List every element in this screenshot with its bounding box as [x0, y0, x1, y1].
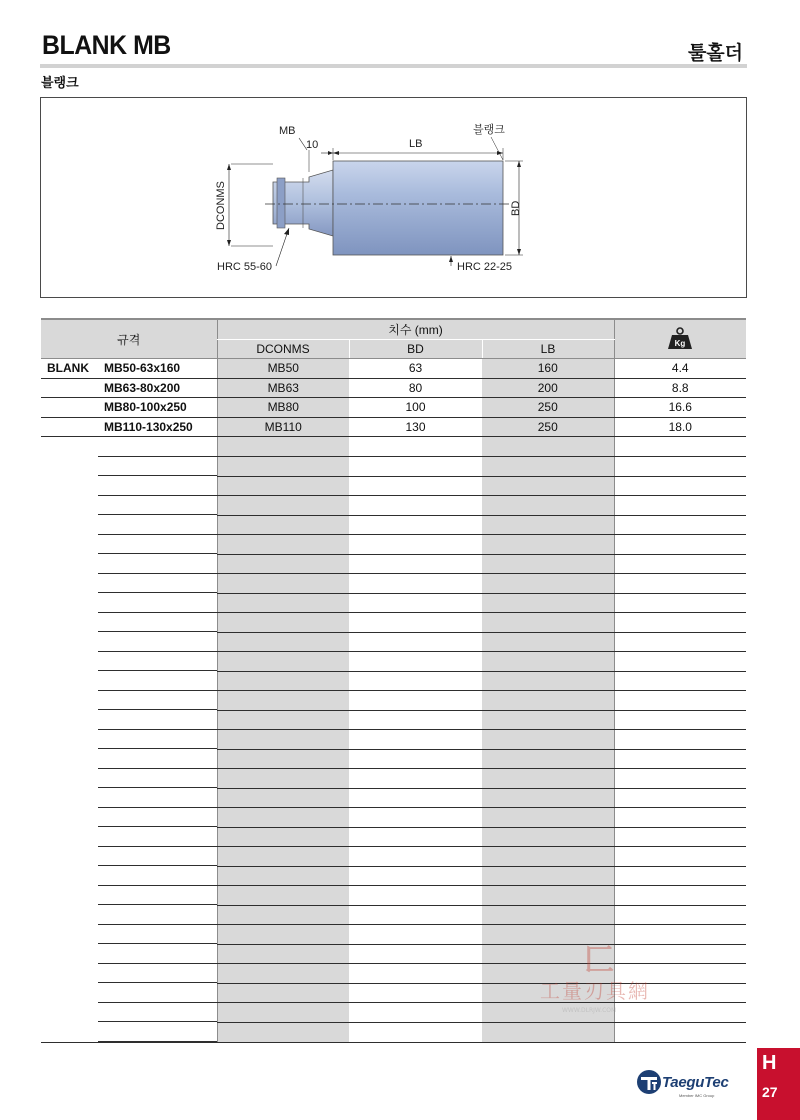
cell-grade-empty [41, 574, 217, 594]
table-row [41, 1022, 746, 1042]
table-row [41, 378, 746, 398]
cell-grade-empty [41, 730, 217, 750]
section-letter: H [762, 1052, 777, 1074]
cell-weight [614, 730, 746, 750]
category-title: 툴홀더 [687, 43, 743, 64]
cell-dconms [217, 983, 349, 1003]
cell-lb [482, 574, 614, 594]
cell-weight [614, 515, 746, 535]
cell-lb [482, 593, 614, 613]
cell-dconms [217, 1003, 349, 1023]
cell-bd [349, 476, 482, 496]
cell-grade-empty [41, 476, 217, 496]
cell-weight [614, 476, 746, 496]
header-dimensions: 치수 (mm) [217, 319, 614, 339]
cell-lb [482, 515, 614, 535]
cell-dconms [217, 730, 349, 750]
cell-bd [349, 808, 482, 828]
cell-lb [482, 496, 614, 516]
cell-grade-empty [41, 808, 217, 828]
cell-grade-empty [41, 437, 217, 457]
cell-dconms [217, 496, 349, 516]
cell-weight [614, 496, 746, 516]
cell-lb [482, 437, 614, 457]
label-dconms: DCONMS [215, 181, 227, 230]
table-row [41, 749, 746, 769]
grade-name: MB50-63x160 [104, 361, 181, 376]
cell-lb [482, 905, 614, 925]
cell-dconms [217, 593, 349, 613]
cell-grade-empty [41, 671, 217, 691]
table-row [41, 886, 746, 906]
header-weight [614, 319, 746, 359]
cell-weight [614, 827, 746, 847]
page-title: BLANK MB [42, 30, 171, 60]
cell-grade-empty [41, 983, 217, 1003]
cell-bd [349, 710, 482, 730]
table-row [41, 905, 746, 925]
holder-drawing-svg [41, 98, 746, 297]
cell-lb [482, 457, 614, 477]
cell-weight: 8.8 [614, 378, 746, 398]
page-number: 27 [762, 1084, 778, 1100]
cell-dconms [217, 827, 349, 847]
table-row [41, 632, 746, 652]
cell-dconms: MB63 [217, 378, 349, 398]
table-row [41, 535, 746, 555]
cell-lb [482, 671, 614, 691]
cell-grade [41, 359, 217, 379]
table-row [41, 476, 746, 496]
cell-grade-empty [41, 710, 217, 730]
cell-dconms: MB80 [217, 398, 349, 418]
cell-weight [614, 886, 746, 906]
cell-bd [349, 983, 482, 1003]
cell-dconms: MB50 [217, 359, 349, 379]
cell-bd [349, 847, 482, 867]
watermark-url: WWW.DLRJW.COM [562, 1007, 617, 1014]
cell-bd [349, 671, 482, 691]
cell-grade-empty [41, 652, 217, 672]
cell-bd [349, 866, 482, 886]
cell-lb [482, 847, 614, 867]
cell-grade-empty [41, 788, 217, 808]
header-lb: LB [482, 339, 614, 359]
cell-dconms [217, 632, 349, 652]
cell-dconms [217, 925, 349, 945]
svg-text:Kg: Kg [674, 339, 686, 348]
cell-grade-empty [41, 905, 217, 925]
cell-weight [614, 554, 746, 574]
cell-grade [41, 378, 217, 398]
cell-dconms [217, 671, 349, 691]
table-row [41, 359, 746, 379]
cell-dconms [217, 1022, 349, 1042]
technical-drawing [40, 97, 747, 298]
cell-grade [41, 417, 217, 437]
label-blank: 블랭크 [473, 124, 505, 136]
cell-bd [349, 515, 482, 535]
table-row [41, 808, 746, 828]
table-row [41, 710, 746, 730]
grade-name: MB110-130x250 [104, 419, 193, 434]
cell-weight: 4.4 [614, 359, 746, 379]
cell-dconms [217, 808, 349, 828]
cell-grade-empty [41, 613, 217, 633]
cell-dconms [217, 788, 349, 808]
label-ten: 10 [306, 139, 319, 151]
cell-weight [614, 574, 746, 594]
cell-weight [614, 749, 746, 769]
table-row [41, 730, 746, 750]
cell-weight [614, 769, 746, 789]
cell-grade-empty [41, 691, 217, 711]
cell-dconms [217, 944, 349, 964]
watermark [540, 940, 680, 1020]
cell-grade-empty [41, 1003, 217, 1023]
shank-key-slot [277, 178, 285, 228]
cell-dconms [217, 554, 349, 574]
cell-grade-empty [41, 925, 217, 945]
cell-bd [349, 769, 482, 789]
cell-grade-empty [41, 515, 217, 535]
cell-lb [482, 769, 614, 789]
label-mb: MB [279, 125, 296, 137]
cell-dconms [217, 457, 349, 477]
cell-bd [349, 730, 482, 750]
cell-bd: 80 [349, 378, 482, 398]
cell-bd [349, 944, 482, 964]
brand-subtitle: Member IMC Group [679, 1093, 715, 1098]
cell-dconms: MB110 [217, 417, 349, 437]
cell-bd [349, 535, 482, 555]
label-bd: BD [510, 200, 522, 216]
cell-lb: 250 [482, 417, 614, 437]
grade-prefix: BLANK [47, 361, 89, 376]
page-subtitle: 블랭크 [41, 75, 79, 90]
cell-lb: 160 [482, 359, 614, 379]
cell-grade-empty [41, 769, 217, 789]
cell-bd [349, 613, 482, 633]
cell-bd [349, 593, 482, 613]
cell-lb: 200 [482, 378, 614, 398]
header-dconms: DCONMS [217, 339, 349, 359]
cell-lb [482, 827, 614, 847]
cell-dconms [217, 535, 349, 555]
cell-grade-empty [41, 496, 217, 516]
table-row [41, 788, 746, 808]
cell-lb [482, 710, 614, 730]
header-grade: 규격 [41, 319, 217, 359]
cell-grade-empty [41, 944, 217, 964]
weight-icon [667, 327, 693, 351]
cell-dconms [217, 749, 349, 769]
cell-lb [482, 866, 614, 886]
cell-bd [349, 925, 482, 945]
spec-table [41, 318, 746, 1043]
cell-lb [482, 691, 614, 711]
cell-grade-empty [41, 632, 217, 652]
cell-weight [614, 632, 746, 652]
cell-weight [614, 1022, 746, 1042]
cell-grade-empty [41, 866, 217, 886]
cell-bd [349, 905, 482, 925]
cell-grade-empty [41, 1022, 217, 1042]
cell-dconms [217, 905, 349, 925]
cell-weight [614, 613, 746, 633]
cell-grade-empty [41, 827, 217, 847]
cell-dconms [217, 437, 349, 457]
table-row [41, 554, 746, 574]
table-row [41, 457, 746, 477]
cell-bd [349, 632, 482, 652]
cell-dconms [217, 476, 349, 496]
cell-grade-empty [41, 457, 217, 477]
cell-weight [614, 437, 746, 457]
cell-weight [614, 866, 746, 886]
cell-bd [349, 749, 482, 769]
blank-body [333, 161, 503, 255]
cell-dconms [217, 866, 349, 886]
cell-dconms [217, 769, 349, 789]
cell-bd [349, 652, 482, 672]
cell-bd [349, 1022, 482, 1042]
cell-grade-empty [41, 749, 217, 769]
cell-grade-empty [41, 886, 217, 906]
header-bd: BD [349, 339, 482, 359]
cell-weight [614, 808, 746, 828]
cell-lb [482, 476, 614, 496]
table-row [41, 613, 746, 633]
table-row [41, 866, 746, 886]
cell-bd [349, 554, 482, 574]
cell-grade-empty [41, 964, 217, 984]
cell-grade-empty [41, 535, 217, 555]
cell-bd: 100 [349, 398, 482, 418]
cell-dconms [217, 613, 349, 633]
cell-weight [614, 652, 746, 672]
table-row [41, 437, 746, 457]
cell-dconms [217, 847, 349, 867]
cell-dconms [217, 574, 349, 594]
cell-bd [349, 574, 482, 594]
cell-lb [482, 749, 614, 769]
label-lb: LB [409, 138, 423, 150]
table-row [41, 652, 746, 672]
cell-bd [349, 437, 482, 457]
table-row [41, 417, 746, 437]
cell-dconms [217, 515, 349, 535]
cell-lb [482, 788, 614, 808]
brand-name: TaeguTec [662, 1074, 729, 1091]
table-row [41, 496, 746, 516]
cell-weight [614, 691, 746, 711]
cell-bd [349, 964, 482, 984]
cell-weight [614, 710, 746, 730]
cell-dconms [217, 886, 349, 906]
cell-weight: 16.6 [614, 398, 746, 418]
cell-dconms [217, 652, 349, 672]
table-row [41, 671, 746, 691]
cell-weight [614, 905, 746, 925]
cell-bd: 63 [349, 359, 482, 379]
cell-weight [614, 671, 746, 691]
cell-lb [482, 808, 614, 828]
cell-lb [482, 613, 614, 633]
label-hrc-left: HRC 55-60 [217, 261, 273, 273]
table-row [41, 827, 746, 847]
table-row [41, 574, 746, 594]
cell-lb [482, 652, 614, 672]
section-tab [757, 1048, 800, 1120]
cell-lb [482, 730, 614, 750]
cell-weight [614, 788, 746, 808]
cell-dconms [217, 964, 349, 984]
table-row [41, 593, 746, 613]
grade-name: MB80-100x250 [104, 400, 187, 415]
table-row [41, 515, 746, 535]
cell-lb [482, 632, 614, 652]
cell-weight [614, 593, 746, 613]
cell-lb [482, 1022, 614, 1042]
watermark-glyph: 匚 [584, 943, 614, 978]
cell-bd [349, 827, 482, 847]
cell-lb [482, 886, 614, 906]
cell-weight [614, 847, 746, 867]
label-hrc-right: HRC 22-25 [457, 261, 513, 273]
cell-grade [41, 398, 217, 418]
cell-bd [349, 496, 482, 516]
table-row [41, 769, 746, 789]
cell-bd [349, 1003, 482, 1023]
table-row [41, 691, 746, 711]
cell-weight: 18.0 [614, 417, 746, 437]
table-row [41, 398, 746, 418]
cell-lb [482, 535, 614, 555]
cell-bd: 130 [349, 417, 482, 437]
table-row [41, 847, 746, 867]
taegutec-logo-icon [636, 1069, 662, 1095]
cell-grade-empty [41, 847, 217, 867]
cell-grade-empty [41, 554, 217, 574]
title-divider [40, 64, 747, 68]
cell-bd [349, 691, 482, 711]
cell-lb: 250 [482, 398, 614, 418]
cell-bd [349, 457, 482, 477]
cell-bd [349, 788, 482, 808]
cell-lb [482, 554, 614, 574]
cell-weight [614, 535, 746, 555]
cell-bd [349, 886, 482, 906]
cell-weight [614, 457, 746, 477]
grade-name: MB63-80x200 [104, 380, 181, 395]
cell-dconms [217, 710, 349, 730]
cell-grade-empty [41, 593, 217, 613]
watermark-text: 工量刃具網 [540, 979, 650, 1003]
cell-dconms [217, 691, 349, 711]
